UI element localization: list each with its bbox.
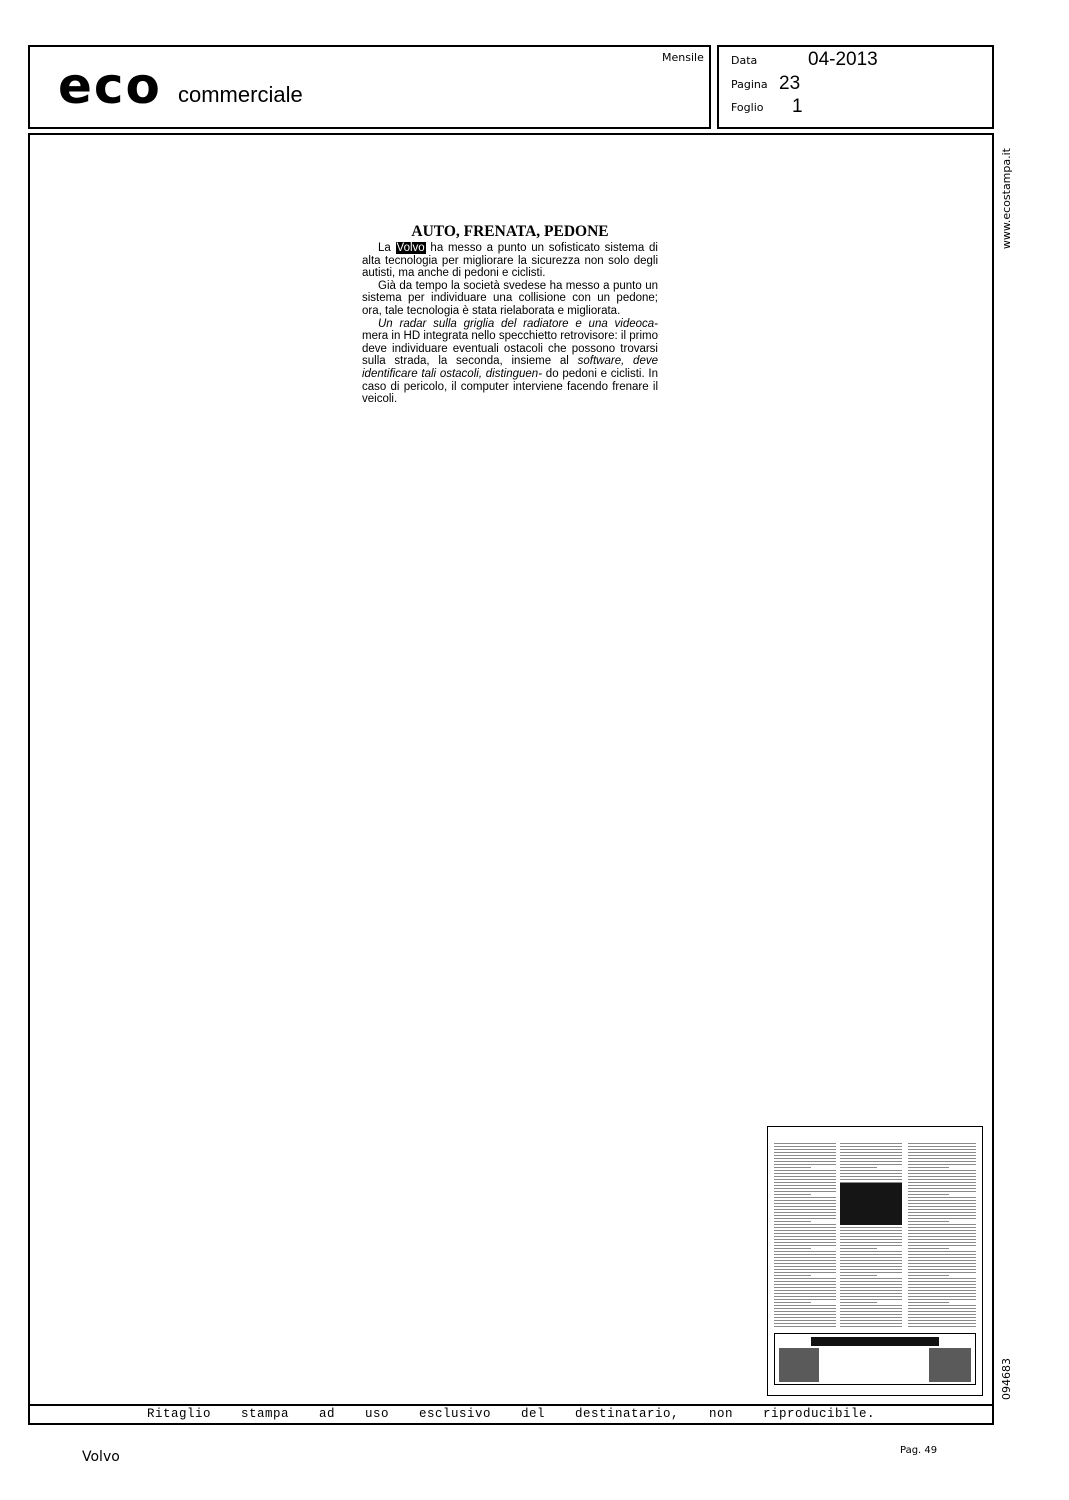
- thumb-text-line: [774, 1230, 836, 1231]
- thumb-text-line: [908, 1320, 976, 1321]
- thumb-text-line: [908, 1284, 976, 1285]
- original-page-thumbnail: [767, 1126, 983, 1396]
- article-title: AUTO, FRENATA, PEDONE: [411, 223, 609, 240]
- thumb-text-line: [774, 1167, 811, 1168]
- thumb-text-line: [908, 1305, 976, 1306]
- thumb-text-line: [908, 1323, 976, 1324]
- thumb-text-line: [774, 1221, 811, 1222]
- thumb-text-line: [840, 1245, 902, 1246]
- thumb-text-line: [840, 1290, 902, 1291]
- thumb-text-line: [774, 1263, 836, 1264]
- thumb-text-line: [908, 1263, 976, 1264]
- thumb-text-line: [840, 1179, 902, 1180]
- thumb-text-line: [908, 1296, 976, 1297]
- thumb-text-line: [774, 1290, 836, 1291]
- thumb-text-line: [840, 1143, 902, 1144]
- thumb-text-line: [774, 1188, 836, 1189]
- thumb-text-line: [908, 1161, 976, 1162]
- thumb-text-line: [908, 1266, 976, 1267]
- thumb-text-line: [908, 1146, 976, 1147]
- thumb-text-line: [908, 1308, 976, 1309]
- thumb-text-line: [774, 1317, 836, 1318]
- thumb-text-line: [908, 1317, 976, 1318]
- thumb-text-line: [908, 1260, 976, 1261]
- thumb-text-line: [908, 1203, 976, 1204]
- thumb-text-line: [774, 1251, 836, 1252]
- thumb-text-line: [908, 1218, 976, 1219]
- thumb-text-line: [774, 1206, 836, 1207]
- thumb-text-line: [840, 1152, 902, 1153]
- thumb-text-line: [908, 1278, 976, 1279]
- thumb-text-line: [774, 1179, 836, 1180]
- thumb-text-line: [774, 1194, 811, 1195]
- website-url-vertical: [1000, 148, 1013, 249]
- thumb-text-line: [840, 1275, 877, 1276]
- thumb-text-line: [774, 1143, 836, 1144]
- thumb-text-line: [908, 1245, 976, 1246]
- thumb-text-line: [774, 1269, 836, 1270]
- page-value: 23: [779, 73, 801, 94]
- thumb-text-line: [774, 1245, 836, 1246]
- thumb-text-line: [908, 1290, 976, 1291]
- p1-text: La: [378, 242, 396, 254]
- thumb-text-line: [774, 1197, 836, 1198]
- thumb-text-line: [908, 1287, 976, 1288]
- thumb-text-line: [840, 1263, 902, 1264]
- thumb-text-line: [774, 1278, 836, 1279]
- sheet-label: Foglio: [731, 101, 764, 114]
- thumb-text-line: [774, 1254, 836, 1255]
- article-paragraph-1: [362, 242, 658, 280]
- thumb-text-line: [774, 1191, 836, 1192]
- thumb-column-1: [774, 1143, 836, 1329]
- p3-italic-2: software, deve identificare tali ostacoli, distinguen-: [362, 355, 658, 380]
- thumb-column-2: [840, 1143, 902, 1329]
- thumb-text-line: [840, 1155, 902, 1156]
- thumb-text-line: [774, 1170, 836, 1171]
- publication-logo: eco: [58, 57, 162, 115]
- date-label: Data: [731, 54, 758, 67]
- thumb-text-line: [908, 1248, 949, 1249]
- thumb-text-line: [908, 1239, 976, 1240]
- thumb-text-line: [774, 1257, 836, 1258]
- thumb-text-line: [840, 1161, 902, 1162]
- thumb-text-line: [908, 1212, 976, 1213]
- thumb-text-line: [908, 1191, 976, 1192]
- thumb-text-line: [908, 1302, 949, 1303]
- thumb-text-line: [774, 1287, 836, 1288]
- thumb-text-line: [774, 1209, 836, 1210]
- thumb-text-line: [908, 1158, 976, 1159]
- page-label: Pagina: [731, 78, 768, 91]
- thumb-text-line: [908, 1167, 949, 1168]
- thumb-text-line: [774, 1275, 811, 1276]
- thumb-text-line: [774, 1146, 836, 1147]
- thumb-ad-title: [811, 1337, 939, 1346]
- thumb-text-line: [840, 1149, 902, 1150]
- thumb-text-line: [774, 1182, 836, 1183]
- highlighted-keyword: Volvo: [396, 242, 425, 254]
- p1-text-rest: ha messo a punto un sofisticato sistema di alta tecnologia per migliorare la sicurezza non solo degli autisti, ma anche di pedoni e ciclisti.: [362, 242, 658, 280]
- p3-italic: Un radar sulla griglia del radiatore e una videoca-: [378, 317, 658, 330]
- thumb-text-line: [774, 1152, 836, 1153]
- thumb-text-line: [840, 1227, 902, 1228]
- thumb-text-line: [908, 1194, 949, 1195]
- thumb-text-line: [774, 1158, 836, 1159]
- thumb-text-line: [908, 1251, 976, 1252]
- thumb-text-line: [840, 1164, 902, 1165]
- thumb-text-line: [774, 1305, 836, 1306]
- thumb-text-line: [840, 1257, 902, 1258]
- thumb-text-line: [774, 1224, 836, 1225]
- thumb-text-line: [774, 1281, 836, 1282]
- thumb-text-line: [840, 1176, 902, 1177]
- thumb-advertisement: [774, 1333, 976, 1385]
- thumb-text-line: [908, 1182, 976, 1183]
- thumb-text-line: [908, 1143, 976, 1144]
- thumb-text-line: [908, 1269, 976, 1270]
- thumb-text-line: [908, 1149, 976, 1150]
- thumb-ad-image-left: [779, 1348, 819, 1382]
- thumb-text-line: [908, 1236, 976, 1237]
- clipping-code-vertical: [1000, 1358, 1013, 1400]
- thumb-text-line: [774, 1326, 836, 1327]
- thumb-text-line: [774, 1323, 836, 1324]
- thumb-text-line: [774, 1203, 836, 1204]
- thumb-text-line: [840, 1287, 902, 1288]
- thumb-text-line: [840, 1230, 902, 1231]
- copyright-disclaimer: Ritaglio stampa ad uso esclusivo del destinatario, non riproducibile.: [146, 1407, 876, 1421]
- footer-divider: [28, 1404, 994, 1406]
- thumb-text-line: [908, 1164, 976, 1165]
- thumb-text-line: [774, 1299, 836, 1300]
- thumb-text-line: [908, 1179, 976, 1180]
- thumb-text-line: [774, 1248, 811, 1249]
- thumb-text-line: [774, 1314, 836, 1315]
- thumb-text-line: [908, 1257, 976, 1258]
- thumb-text-line: [908, 1215, 976, 1216]
- thumb-text-line: [908, 1188, 976, 1189]
- thumb-text-line: [774, 1302, 811, 1303]
- thumb-text-line: [840, 1284, 902, 1285]
- thumb-column-3: [908, 1143, 976, 1329]
- thumb-text-line: [908, 1281, 976, 1282]
- thumb-text-line: [774, 1293, 836, 1294]
- thumb-text-line: [840, 1272, 902, 1273]
- thumb-ad-image-right: [929, 1348, 971, 1382]
- thumb-text-line: [840, 1269, 902, 1270]
- article-paragraph-2: Già da tempo la società svedese ha messo a punto un sistema per individuare una collisione con un pedone; ora, tale tecnologia è stata rielaborata e migliorata.: [362, 279, 658, 317]
- thumb-text-line: [774, 1200, 836, 1201]
- thumb-text-line: [774, 1215, 836, 1216]
- thumb-text-line: [840, 1233, 902, 1234]
- p3-text-end: do pedoni e ciclisti. In caso di pericolo, il computer interviene facendo frenare il veicoli.: [362, 367, 658, 406]
- thumb-text-line: [908, 1311, 976, 1312]
- thumb-text-line: [774, 1227, 836, 1228]
- thumb-text-line: [840, 1311, 902, 1312]
- thumb-text-line: [774, 1242, 836, 1243]
- thumb-text-line: [774, 1164, 836, 1165]
- thumb-text-line: [908, 1314, 976, 1315]
- thumb-text-line: [840, 1260, 902, 1261]
- thumb-highlighted-article: [840, 1183, 902, 1225]
- thumb-text-line: [774, 1173, 836, 1174]
- publication-logo-subtitle: commerciale: [178, 82, 303, 107]
- thumb-text-line: [908, 1293, 976, 1294]
- thumb-text-line: [908, 1230, 976, 1231]
- thumb-text-line: [840, 1266, 902, 1267]
- thumb-text-line: [908, 1206, 976, 1207]
- thumb-text-line: [908, 1326, 976, 1327]
- thumb-text-line: [840, 1314, 902, 1315]
- thumb-text-line: [908, 1155, 976, 1156]
- thumb-text-line: [840, 1173, 902, 1174]
- thumb-text-line: [840, 1305, 902, 1306]
- thumb-text-line: [840, 1236, 902, 1237]
- thumb-text-line: [840, 1254, 902, 1255]
- thumb-text-line: [908, 1170, 976, 1171]
- thumb-text-line: [774, 1311, 836, 1312]
- thumb-text-line: [840, 1146, 902, 1147]
- thumb-text-line: [840, 1299, 902, 1300]
- thumb-text-line: [840, 1239, 902, 1240]
- thumb-text-line: [908, 1173, 976, 1174]
- thumb-text-line: [774, 1266, 836, 1267]
- thumb-text-line: [908, 1197, 976, 1198]
- thumb-text-line: [840, 1308, 902, 1309]
- search-keyword: Volvo: [82, 1449, 120, 1465]
- date-value: 04-2013: [808, 49, 878, 70]
- thumb-text-line: [840, 1278, 902, 1279]
- thumb-text-line: [840, 1251, 902, 1252]
- thumb-text-line: [840, 1323, 902, 1324]
- thumb-text-line: [774, 1260, 836, 1261]
- thumb-text-line: [908, 1200, 976, 1201]
- thumb-text-line: [774, 1308, 836, 1309]
- thumb-text-line: [840, 1296, 902, 1297]
- thumb-text-line: [774, 1296, 836, 1297]
- periodicity-label: Mensile: [662, 51, 704, 64]
- thumb-text-line: [774, 1320, 836, 1321]
- thumb-text-line: [908, 1242, 976, 1243]
- article: [362, 223, 658, 406]
- thumb-text-line: [840, 1281, 902, 1282]
- thumb-text-line: [774, 1218, 836, 1219]
- thumb-text-line: [908, 1152, 976, 1153]
- thumb-text-line: [774, 1155, 836, 1156]
- article-paragraph-3: [362, 318, 658, 406]
- thumb-text-line: [908, 1176, 976, 1177]
- thumb-text-line: [774, 1149, 836, 1150]
- thumb-text-line: [908, 1224, 976, 1225]
- thumb-text-line: [840, 1320, 902, 1321]
- thumb-text-line: [840, 1170, 902, 1171]
- thumb-text-line: [908, 1233, 976, 1234]
- thumb-text-line: [774, 1233, 836, 1234]
- thumb-text-line: [840, 1248, 877, 1249]
- website-url: www.ecostampa.it: [1000, 148, 1013, 250]
- thumb-text-line: [774, 1185, 836, 1186]
- page-number: Pag. 49: [900, 1445, 938, 1456]
- thumb-text-line: [840, 1158, 902, 1159]
- sheet-value: 1: [792, 96, 803, 117]
- thumb-text-line: [908, 1299, 976, 1300]
- thumb-text-line: [774, 1212, 836, 1213]
- thumb-text-line: [774, 1236, 836, 1237]
- thumb-text-line: [774, 1272, 836, 1273]
- p3-text: mera in HD integrata nello specchietto retrovisore: il primo deve individuare eventuali ostacoli che possono trovarsi sulla strada, la seconda, insieme al: [362, 330, 658, 368]
- thumb-text-line: [840, 1293, 902, 1294]
- thumb-text-line: [908, 1272, 976, 1273]
- thumb-text-line: [840, 1242, 902, 1243]
- thumb-text-line: [908, 1185, 976, 1186]
- thumb-text-line: [908, 1254, 976, 1255]
- thumb-text-line: [840, 1167, 877, 1168]
- thumb-text-line: [774, 1176, 836, 1177]
- thumb-text-line: [908, 1227, 976, 1228]
- clipping-code: 094683: [1000, 1358, 1013, 1400]
- thumb-text-line: [908, 1221, 949, 1222]
- thumb-text-line: [908, 1209, 976, 1210]
- thumb-text-line: [774, 1161, 836, 1162]
- thumb-text-line: [840, 1302, 877, 1303]
- thumb-text-line: [908, 1275, 949, 1276]
- thumb-text-line: [840, 1326, 902, 1327]
- thumb-text-line: [774, 1239, 836, 1240]
- thumb-text-line: [840, 1317, 902, 1318]
- thumb-text-line: [774, 1284, 836, 1285]
